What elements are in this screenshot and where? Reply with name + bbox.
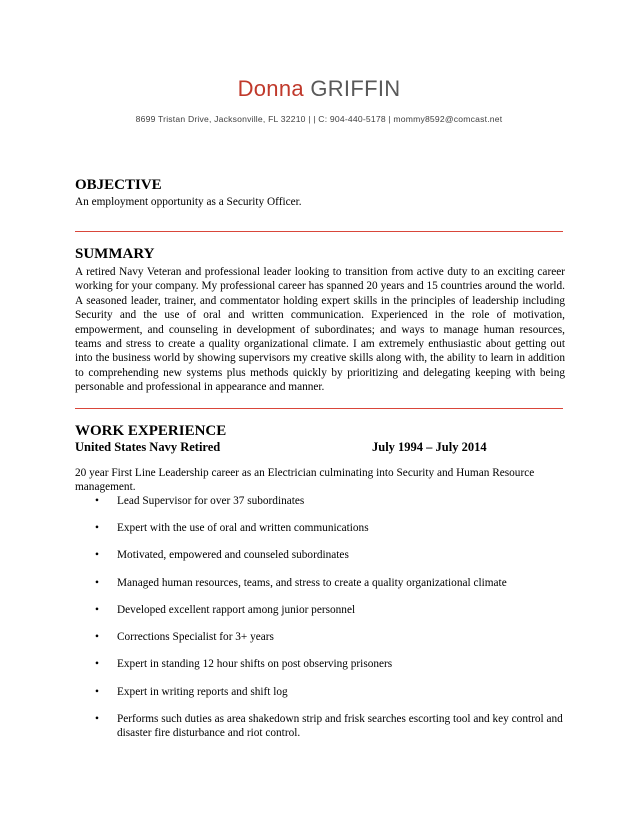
bullet-icon: •: [95, 577, 99, 589]
bullet-icon: •: [95, 495, 99, 507]
bullet-icon: •: [95, 604, 99, 616]
list-item-text: Managed human resources, teams, and stress to create a quality organizational climate: [117, 577, 507, 589]
job-description: 20 year First Line Leadership career as an Electrician culminating into Security and Human Resource management.: [75, 467, 535, 494]
list-item-text: Developed excellent rapport among junior personnel: [117, 604, 356, 616]
employer-name: United States Navy Retired: [75, 440, 221, 454]
list-item-text: Motivated, empowered and counseled subordinates: [117, 549, 349, 561]
objective-heading: OBJECTIVE: [75, 177, 162, 193]
bullet-icon: •: [95, 549, 99, 561]
last-name: GRIFFIN: [310, 76, 401, 101]
list-item-text: Expert with the use of oral and written communications: [117, 522, 369, 534]
contact-info: 8699 Tristan Drive, Jacksonville, FL 32210 | | C: 904-440-5178 | mommy8592@comcast.net: [135, 114, 503, 124]
list-item-text: Expert in standing 12 hour shifts on post observing prisoners: [117, 658, 393, 670]
bullet-icon: •: [95, 522, 99, 534]
list-item-text: Lead Supervisor for over 37 subordinates: [117, 495, 305, 507]
first-name: Donna: [237, 76, 304, 101]
bullet-icon: •: [95, 631, 99, 643]
summary-heading: SUMMARY: [75, 246, 155, 262]
employment-dates: July 1994 – July 2014: [372, 440, 487, 454]
bullet-icon: •: [95, 658, 99, 670]
bullet-icon: •: [95, 686, 99, 698]
objective-text: An employment opportunity as a Security Officer.: [75, 196, 302, 208]
bullet-icon: •: [95, 713, 99, 725]
list-item-text: Expert in writing reports and shift log: [117, 686, 288, 698]
summary-text: A retired Navy Veteran and professional leader looking to transition from active duty to an exciting career working for your company. My professional career has spanned 20 years and 15 countries around the world. A seasoned leader, trainer, and commentator holding expert skills in the principles of leadership including Security and the use of oral and written communication. Experienced in the role of motivation, empowerment, and counseling in development of subordinates; and ways to manage human resources, teams and stress to create a quality organizational climate. I am extremely enthusiastic about getting out into the business world by showing supervisors my creative skills along with, the ability to learn in addition to comprehending new systems plus methods quickly by prioritizing and delegating keeping with being personable and professional in appearance and manner.: [75, 266, 565, 394]
section-divider: [75, 231, 563, 232]
work-experience-heading: WORK EXPERIENCE: [75, 423, 227, 439]
candidate-name: [0, 76, 638, 102]
list-item-text: Corrections Specialist for 3+ years: [117, 631, 274, 643]
list-item-text: Performs such duties as area shakedown strip and frisk searches escorting tool and key control and disaster fire disturbance and riot control.: [117, 713, 563, 740]
section-divider: [75, 408, 563, 409]
